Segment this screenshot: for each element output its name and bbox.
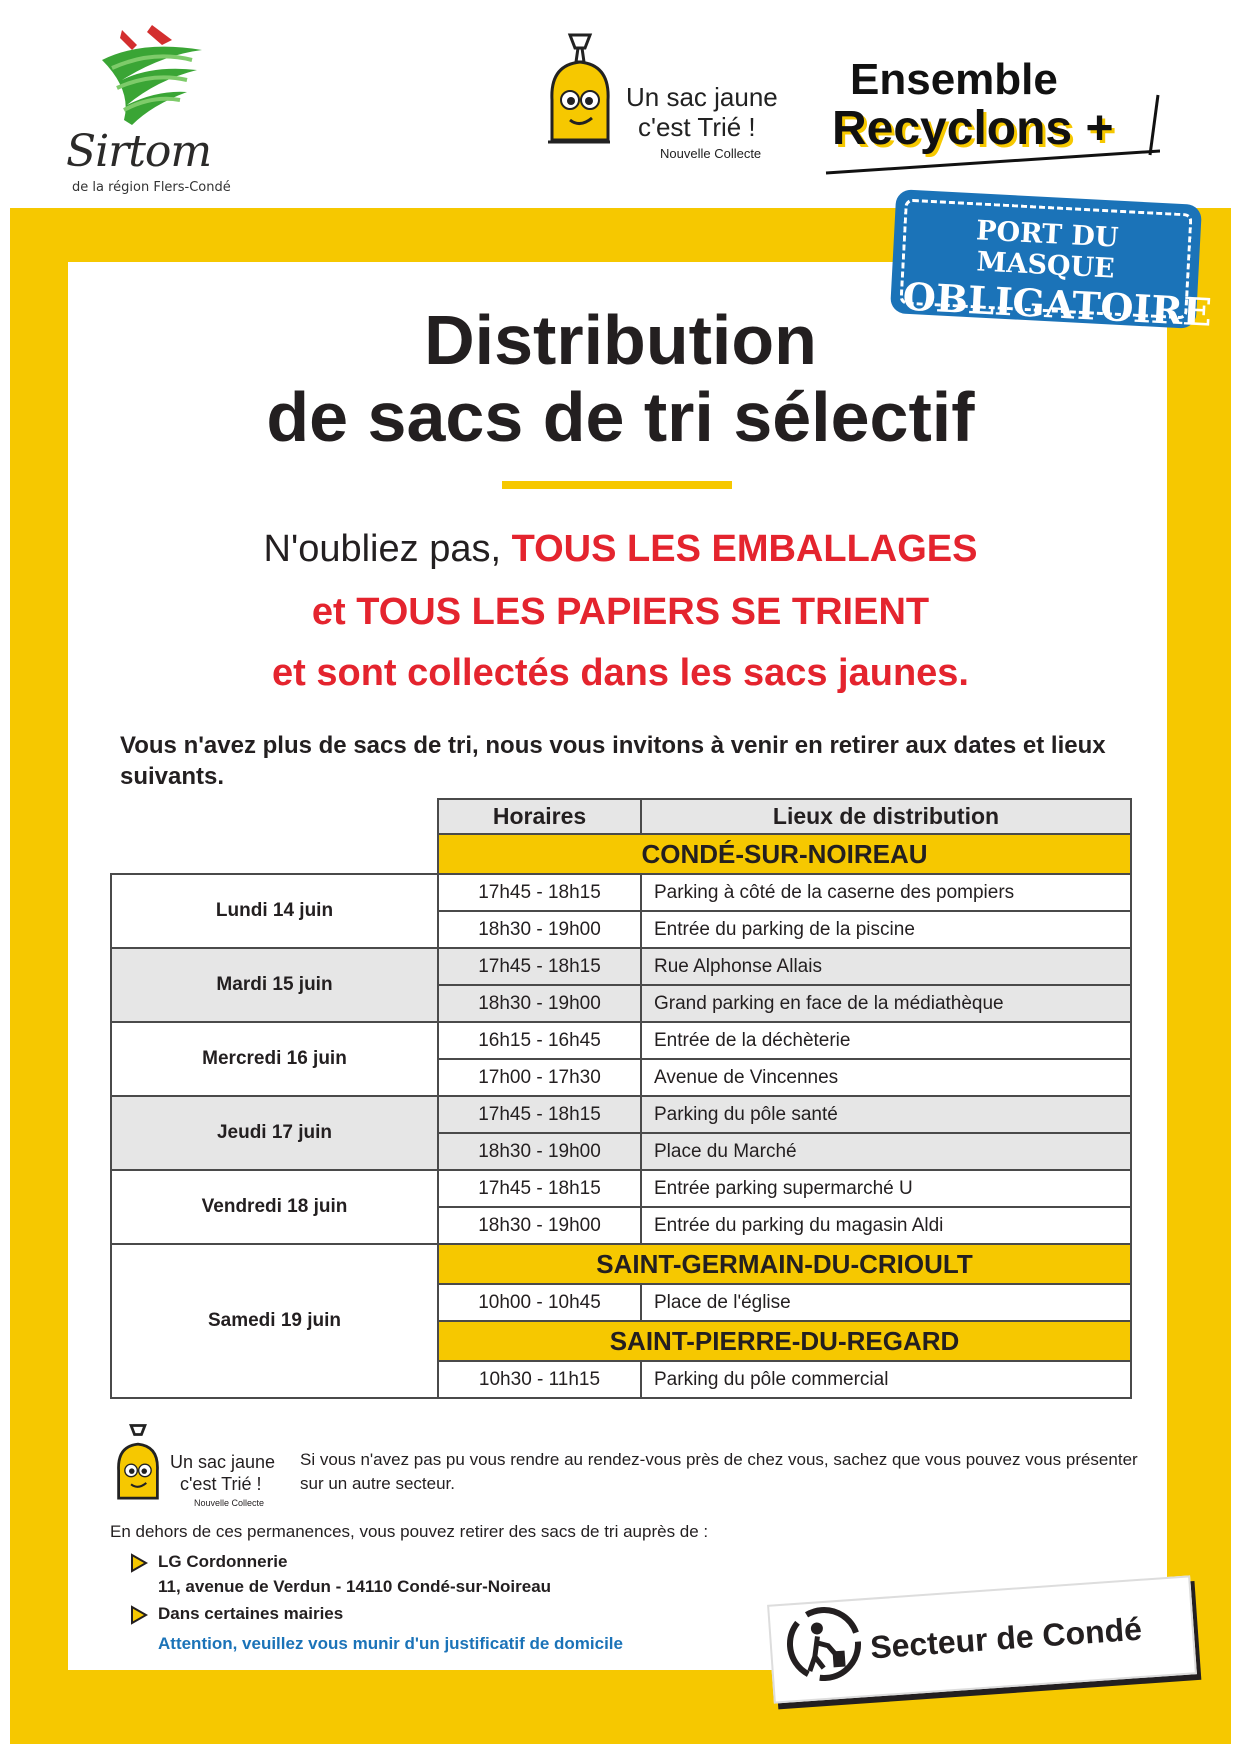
arrow-bullet-icon xyxy=(130,1553,148,1573)
page-title-line-2: de sacs de tri sélectif xyxy=(266,378,975,456)
town-pierre: SAINT-PIERRE-DU-REGARD xyxy=(438,1321,1131,1361)
time-cell: 18h30 - 19h00 xyxy=(438,1207,641,1244)
schedule-table xyxy=(110,798,1130,1399)
message-line-1 xyxy=(0,528,1241,571)
table-row xyxy=(111,1022,1131,1059)
time-cell: 17h45 - 18h15 xyxy=(438,874,641,911)
place-cell: Rue Alphonse Allais xyxy=(641,948,1131,985)
header-horaires: Horaires xyxy=(438,799,641,834)
secteur-badge xyxy=(770,1590,1200,1700)
location-2-name: Dans certaines mairies xyxy=(158,1604,344,1623)
time-cell: 17h00 - 17h30 xyxy=(438,1059,641,1096)
time-cell: 17h45 - 18h15 xyxy=(438,948,641,985)
sirtom-subtitle: de la région Flers-Condé xyxy=(72,180,231,195)
table-row xyxy=(111,874,1131,911)
day-cell: Vendredi 18 juin xyxy=(111,1170,438,1244)
ensemble-underline-icon xyxy=(820,55,1160,180)
time-cell: 10h00 - 10h45 xyxy=(438,1284,641,1321)
place-cell: Avenue de Vincennes xyxy=(641,1059,1131,1096)
message-line-3: et sont collectés dans les sacs jaunes. xyxy=(272,652,969,694)
day-cell: Jeudi 17 juin xyxy=(111,1096,438,1170)
ensemble-line-2: Recyclons + xyxy=(832,102,1114,155)
time-cell: 16h15 - 16h45 xyxy=(438,1022,641,1059)
town-conde: CONDÉ-SUR-NOIREAU xyxy=(438,834,1131,874)
place-cell: Parking du pôle santé xyxy=(641,1096,1131,1133)
footer-sac-line-1: Un sac jaune xyxy=(170,1452,276,1472)
town-germain: SAINT-GERMAIN-DU-CRIOULT xyxy=(438,1244,1131,1284)
day-cell: Samedi 19 juin xyxy=(111,1244,438,1398)
sirtom-logo xyxy=(62,20,242,195)
time-cell: 18h30 - 19h00 xyxy=(438,1133,641,1170)
place-cell: Place du Marché xyxy=(641,1133,1131,1170)
place-cell: Grand parking en face de la médiathèque xyxy=(641,985,1131,1022)
time-cell: 17h45 - 18h15 xyxy=(438,1170,641,1207)
sac-line-1: Un sac jaune xyxy=(626,82,778,112)
recycle-person-icon xyxy=(781,1601,866,1686)
ensemble-recyclons-logo xyxy=(820,55,1160,180)
sirtom-name: Sirtom xyxy=(66,126,212,177)
location-1-name: LG Cordonnerie xyxy=(158,1552,288,1571)
day-cell: Mardi 15 juin xyxy=(111,948,438,1022)
sac-jaune-mascot-icon xyxy=(540,30,620,160)
time-cell: 17h45 - 18h15 xyxy=(438,1096,641,1133)
day-cell: Mercredi 16 juin xyxy=(111,1022,438,1096)
town-row-empty xyxy=(111,834,438,874)
sac-jaune-logo xyxy=(540,30,800,170)
table-row xyxy=(111,1170,1131,1207)
title-divider xyxy=(502,481,732,489)
location-1-address: 11, avenue de Verdun - 14110 Condé-sur-Noireau xyxy=(158,1577,552,1596)
masque-line-1: PORT DU MASQUE xyxy=(975,215,1120,285)
place-cell: Entrée du parking du magasin Aldi xyxy=(641,1207,1131,1244)
sac-jaune-mascot-icon xyxy=(108,1422,168,1512)
table-row xyxy=(111,1244,1131,1284)
intro-text: Vous n'avez plus de sacs de tri, nous vous invitons à venir en retirer aux dates et lieux suivants. xyxy=(120,732,1106,790)
secteur-label: Secteur de Condé xyxy=(869,1610,1143,1666)
masque-line-2: OBLIGATOIRE xyxy=(901,273,1213,335)
table-row xyxy=(111,948,1131,985)
day-cell: Lundi 14 juin xyxy=(111,874,438,948)
time-cell: 18h30 - 19h00 xyxy=(438,985,641,1022)
place-cell: Place de l'église xyxy=(641,1284,1131,1321)
page-title-line-1: Distribution xyxy=(424,301,817,379)
footer-sac-line-2: c'est Trié ! xyxy=(180,1474,262,1494)
place-cell: Parking à côté de la caserne des pompiers xyxy=(641,874,1131,911)
footer-sac-small: Nouvelle Collecte xyxy=(194,1498,265,1508)
ensemble-line-1: Ensemble xyxy=(850,55,1058,104)
attention-notice: Attention, veuillez vous munir d'un justificatif de domicile xyxy=(158,1634,623,1653)
message-line-2: et TOUS LES PAPIERS SE TRIENT xyxy=(311,591,930,633)
place-cell: Entrée du parking de la piscine xyxy=(641,911,1131,948)
footer-note: Si vous n'avez pas pu vous rendre au rendez-vous près de chez vous, sachez que vous pouvez vous présenter sur un autre secteur. xyxy=(300,1450,1138,1493)
arrow-bullet-icon xyxy=(130,1605,148,1625)
message-prefix: N'oubliez pas, xyxy=(263,528,502,570)
place-cell: Entrée parking supermarché U xyxy=(641,1170,1131,1207)
time-cell: 18h30 - 19h00 xyxy=(438,911,641,948)
place-cell: Parking du pôle commercial xyxy=(641,1361,1131,1398)
footer-sac-logo xyxy=(108,1422,293,1512)
town-row-conde xyxy=(111,834,1131,874)
header-lieux: Lieux de distribution xyxy=(641,799,1131,834)
sac-small: Nouvelle Collecte xyxy=(660,146,762,161)
sirtom-leaf-icon xyxy=(62,20,242,140)
sac-line-2: c'est Trié ! xyxy=(638,112,756,142)
time-cell: 10h30 - 11h15 xyxy=(438,1361,641,1398)
table-header-row xyxy=(111,799,1131,834)
footer-outside-text: En dehors de ces permanences, vous pouvez retirer des sacs de tri auprès de : xyxy=(110,1522,709,1541)
table-header-empty xyxy=(111,799,438,834)
table-row xyxy=(111,1096,1131,1133)
message-emballages: TOUS LES EMBALLAGES xyxy=(511,528,978,570)
place-cell: Entrée de la déchèterie xyxy=(641,1022,1131,1059)
